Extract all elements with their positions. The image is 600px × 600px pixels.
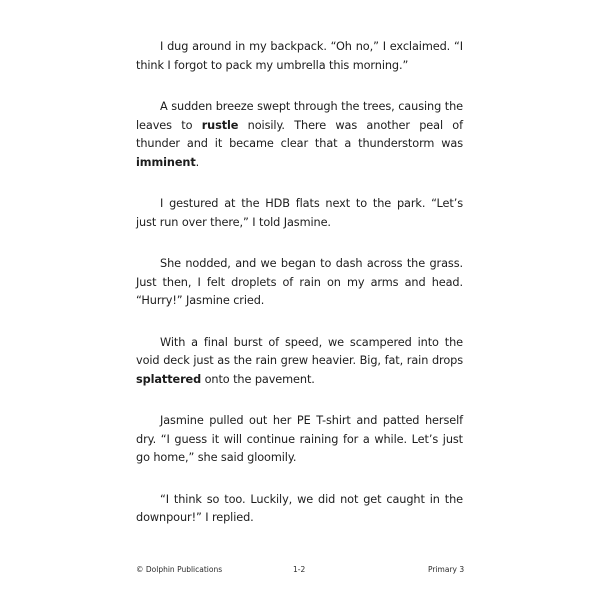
paragraph-text: A sudden breeze swept through the trees, causing the leaves to (136, 100, 463, 132)
paragraph-5 (136, 334, 463, 390)
paragraph-2 (136, 98, 463, 172)
vocab-word-splattered: splattered (136, 372, 202, 386)
paragraph-text: noisily. There was another peal of thunder and it became clear that a thunderstorm was (136, 118, 463, 150)
footer-level: Primary 3 (428, 565, 465, 574)
paragraph-text: I dug around in my backpack. “Oh no,” I exclaimed. “I think I forgot to pack my umbrella this morning.” (136, 40, 463, 72)
paragraph-text: With a final burst of speed, we scampered into the void deck just as the rain grew heavier. Big, fat, rain drops (136, 335, 463, 367)
story-body (136, 38, 463, 551)
vocab-word-imminent: imminent (136, 155, 196, 169)
paragraph-text: onto the pavement. (201, 372, 315, 386)
paragraph-3 (136, 195, 463, 232)
paragraph-4 (136, 255, 463, 311)
paragraph-text: “I think so too. Luckily, we did not get caught in the downpour!” I replied. (136, 492, 463, 524)
paragraph-text: . (195, 155, 200, 169)
paragraph-text: She nodded, and we began to dash across the grass. Just then, I felt droplets of rain on my arms and head. “Hurry!” Jasmine cried. (136, 257, 463, 307)
paragraph-text: Jasmine pulled out her PE T-shirt and patted herself dry. “I guess it will continue raining for a while. Let’s just go home,” she said gloomily. (136, 414, 463, 464)
paragraph-7 (136, 491, 463, 528)
footer-page-number: 1-2 (293, 565, 306, 574)
footer-publisher: © Dolphin Publications (136, 565, 223, 574)
paragraph-1 (136, 38, 463, 75)
paragraph-text: I gestured at the HDB flats next to the park. “Let’s just run over there,” I told Jasmine. (136, 197, 463, 229)
paragraph-6 (136, 412, 463, 468)
vocab-word-rustle: rustle (201, 118, 239, 132)
